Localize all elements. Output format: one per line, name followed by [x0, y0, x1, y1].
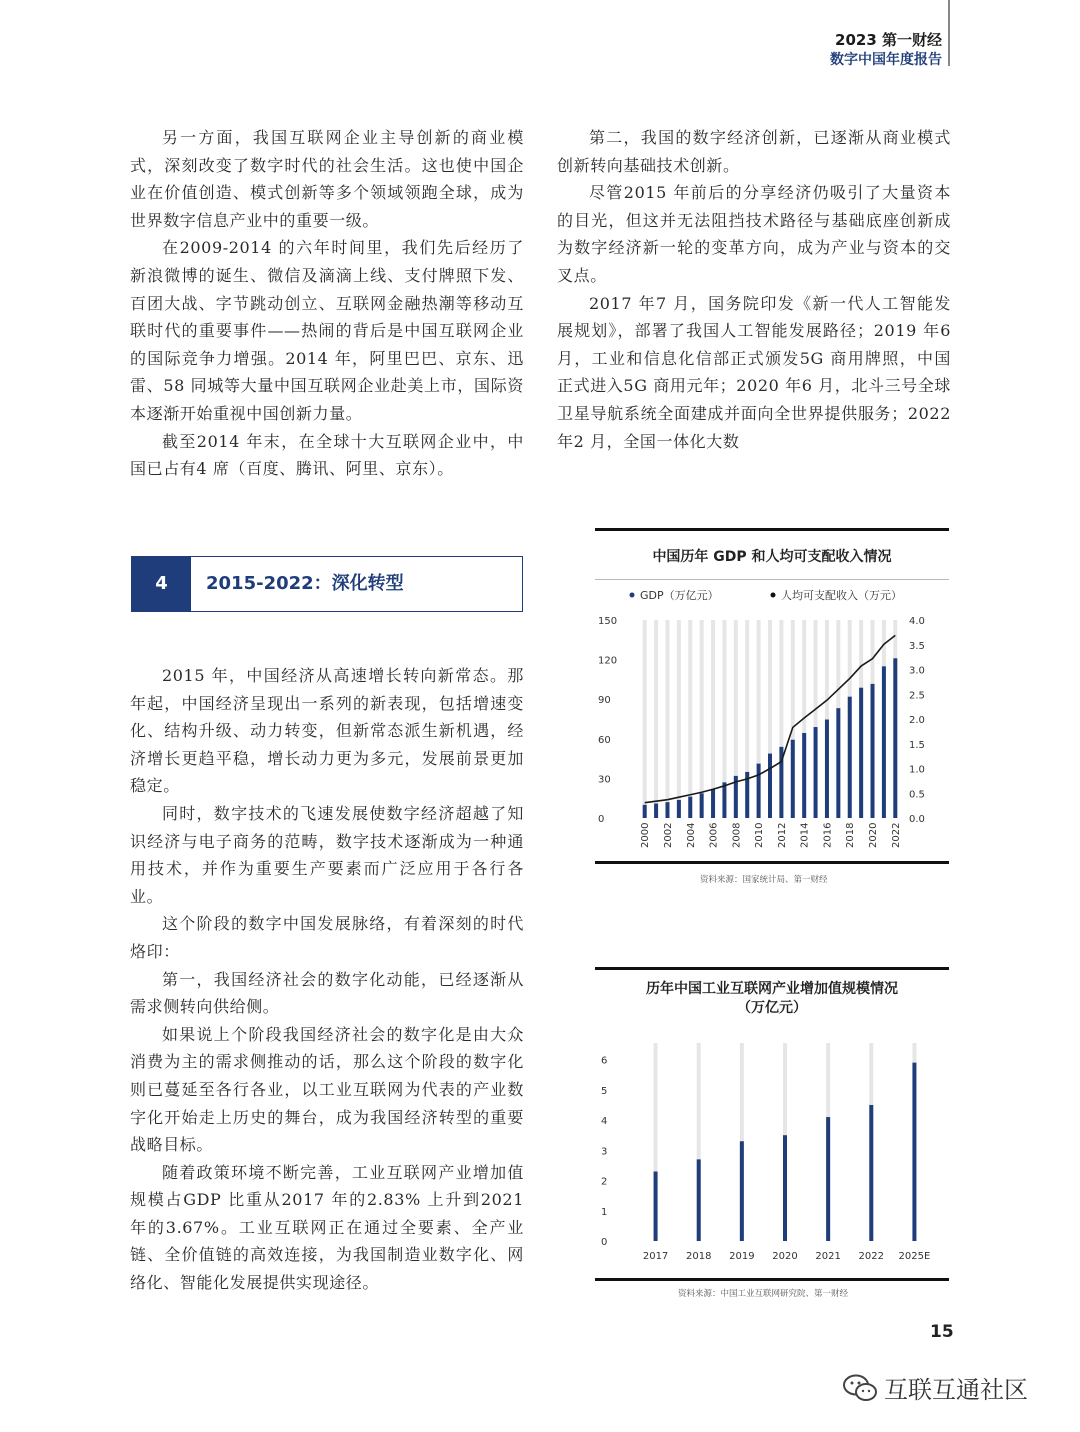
text-column-left-bottom	[130, 662, 524, 1297]
bar-background	[688, 620, 692, 818]
bar-background	[665, 620, 669, 818]
paragraph: 如果说上个阶段我国经济社会的数字化是由大众消费为主的需求侧推动的话，那么这个阶段的数字化则已蔓延至各行各业，以工业互联网为代表的产业数字化开始走上历史的舞台，成为我国经济转型的重要战略目标。	[130, 1024, 524, 1155]
y-tick-right: 4.0	[909, 616, 925, 627]
y-tick-right: 2.5	[909, 690, 925, 702]
gdp-bar	[677, 800, 681, 818]
gdp-income-chart-svg	[595, 528, 949, 864]
value-bar	[869, 1105, 873, 1241]
x-tick-label: 2010	[754, 822, 766, 848]
section-title: 2015-2022：深化转型	[206, 573, 404, 594]
value-bar	[654, 1171, 658, 1241]
chart-title: 中国历年 GDP 和人均可支配收入情况	[652, 549, 892, 565]
chart-title: 历年中国工业互联网产业增加值规模情况	[646, 981, 898, 997]
y-tick-right: 0.5	[909, 789, 925, 801]
paragraph: 2015 年，中国经济从高速增长转向新常态。那年起，中国经济呈现出一系列的新表现，包括增速变化、结构升级、动力转变，但新常态派生新机遇，经济增长更趋平稳，增长动力更为多元，发展前景更加稳定。	[130, 666, 524, 796]
value-bar	[697, 1159, 701, 1241]
y-tick-left: 30	[598, 774, 611, 786]
value-bar	[783, 1135, 787, 1241]
gdp-bar	[825, 720, 829, 818]
paragraph: 截至2014 年末，在全球十大互联网企业中，中国已占有4 席（百度、腾讯、阿里、京东）。	[130, 431, 524, 479]
gdp-bar	[859, 688, 863, 818]
paragraph: 另一方面，我国互联网企业主导创新的商业模式，深刻改变了数字时代的社会生活。这也使中国企业在价值创造、模式创新等多个领域领跑全球，成为世界数字信息产业中的重要一级。	[130, 128, 524, 230]
header-line2: 数字中国年度报告	[830, 52, 942, 68]
x-tick-label: 2018	[685, 1251, 712, 1262]
y-tick-left: 150	[598, 616, 618, 627]
watermark	[842, 1370, 1028, 1405]
header-divider	[948, 0, 950, 66]
gdp-bar	[871, 684, 875, 818]
legend-label-income: 人均可支配收入（万元）	[781, 589, 902, 602]
text-column-right-top	[557, 124, 951, 455]
header-line1: 2023 第一财经	[835, 31, 942, 49]
chart1-source: 资料来源：国家统计局、第一财经	[700, 875, 828, 885]
y-tick: 6	[601, 1055, 608, 1067]
industrial-internet-chart-svg	[595, 967, 949, 1281]
value-bar	[740, 1141, 744, 1241]
gdp-bar	[700, 793, 704, 818]
y-tick-left: 120	[598, 655, 618, 667]
x-tick-label: 2022	[858, 1251, 885, 1262]
paragraph: 第一，我国经济社会的数字化动能，已经逐渐从需求侧转向供给侧。	[130, 969, 524, 1017]
gdp-bar	[722, 782, 726, 818]
paragraph: 随着政策环境不断完善，工业互联网产业增加值规模占GDP 比重从2017 年的2.83% 上升到2021 年的3.67%。工业互联网正在通过全要素、全产业链、全价值链的高效连接，为我国制造业数字化、网络化、智能化发展提供实现途径。	[130, 1162, 524, 1293]
y-tick: 4	[601, 1116, 608, 1128]
x-tick-label: 2020	[868, 822, 880, 848]
x-tick-label: 2014	[799, 822, 811, 848]
x-tick-label: 2002	[662, 822, 674, 848]
x-tick-label: 2017	[642, 1251, 669, 1262]
watermark-text: 互联互通社区	[884, 1376, 1028, 1404]
y-tick-left: 0	[598, 814, 605, 825]
y-tick-left: 90	[598, 695, 611, 707]
chart-bottom-rule	[595, 861, 949, 864]
gdp-bar	[814, 727, 818, 818]
y-tick: 1	[601, 1206, 608, 1218]
y-tick: 0	[601, 1237, 608, 1248]
y-tick-right: 2.0	[909, 715, 925, 726]
x-tick-label: 2004	[685, 822, 697, 848]
bar-background	[654, 620, 658, 818]
x-tick-label: 2016	[822, 822, 834, 848]
y-tick-right: 3.5	[909, 640, 925, 652]
bar-background	[643, 620, 647, 818]
industrial-internet-chart	[595, 967, 949, 1285]
x-tick-label: 2000	[640, 822, 652, 848]
y-tick-right: 0.0	[909, 814, 925, 825]
gdp-bar	[654, 803, 658, 818]
legend-marker-income	[771, 593, 776, 598]
chart-top-rule	[595, 528, 949, 531]
gdp-bar	[791, 740, 795, 818]
y-tick-right: 1.5	[909, 739, 925, 751]
gdp-bar	[802, 733, 806, 818]
x-tick-label: 2012	[776, 822, 788, 848]
gdp-income-chart	[595, 528, 949, 868]
x-tick-label: 2008	[731, 822, 743, 848]
value-bar	[912, 1063, 916, 1241]
paragraph: 这个阶段的数字中国发展脉络，有着深刻的时代烙印：	[130, 914, 524, 961]
wechat-icon	[842, 1373, 878, 1403]
x-tick-label: 2018	[845, 822, 857, 848]
x-tick-label: 2006	[708, 822, 720, 848]
page-number: 15	[930, 1322, 954, 1342]
bar-background	[677, 620, 681, 818]
section-number: 4	[132, 557, 191, 611]
gdp-bar	[836, 708, 840, 818]
value-bar	[826, 1117, 830, 1241]
legend-marker-gdp	[630, 593, 635, 598]
y-tick-right: 1.0	[909, 764, 925, 776]
paragraph: 2017 年7 月，国务院印发《新一代人工智能发展规划》，部署了我国人工智能发展路径；2019 年6 月，工业和信息化信部正式颁发5G 商用牌照，中国正式进入5G 商用元年；2020 年6 月，北斗三号全球卫星导航系统全面建成并面向全世界提供服务；2022 年2 月，全国一体化大数	[557, 293, 951, 451]
gdp-bar	[848, 697, 852, 818]
x-tick-label: 2020	[772, 1251, 798, 1262]
report-header	[830, 30, 942, 70]
gdp-bar	[893, 658, 897, 818]
x-tick-label: 2025E	[898, 1251, 931, 1262]
gdp-bar	[768, 754, 772, 818]
legend-rule	[595, 579, 949, 580]
paragraph: 尽管2015 年前后的分享经济仍吸引了大量资本的目光，但这并无法阻挡技术路径与基础底座创新成为数字经济新一轮的变革方向，成为产业与资本的交叉点。	[557, 183, 951, 285]
y-tick-right: 3.0	[909, 665, 925, 677]
chart-bottom-rule	[595, 1278, 949, 1281]
chart-top-rule	[595, 967, 949, 970]
x-tick-label: 2022	[890, 822, 902, 848]
gdp-bar	[665, 802, 669, 818]
paragraph: 在2009-2014 的六年时间里，我们先后经历了新浪微博的诞生、微信及滴滴上线、支付牌照下发、百团大战、字节跳动创立、互联网金融热潮等移动互联时代的重要事件——热闹的背后是中国互联网企业的国际竞争力增强。2014 年，阿里巴巴、京东、迅雷、58 同城等大量中国互联网企业赴美上市，国际资本逐渐开始重视中国创新力量。	[130, 238, 524, 423]
chart2-source: 资料来源：中国工业互联网研究院、第一财经	[678, 1289, 849, 1299]
y-tick: 3	[601, 1146, 608, 1158]
gdp-bar	[688, 797, 692, 818]
section-header	[131, 556, 523, 612]
gdp-bar	[882, 666, 886, 818]
y-tick: 2	[601, 1176, 608, 1188]
paragraph: 第二，我国的数字经济创新，已逐渐从商业模式创新转向基础技术创新。	[557, 128, 951, 175]
gdp-bar	[757, 764, 761, 818]
legend-label-gdp: GDP（万亿元）	[640, 589, 719, 602]
y-tick: 5	[601, 1085, 608, 1097]
gdp-bar	[711, 789, 715, 818]
y-tick-left: 60	[598, 734, 611, 746]
text-column-left-top	[130, 124, 524, 483]
x-tick-label: 2021	[815, 1251, 841, 1262]
chart-subtitle: （万亿元）	[737, 1000, 807, 1016]
gdp-bar	[643, 805, 647, 818]
paragraph: 同时，数字技术的飞速发展使数字经济超越了知识经济与电子商务的范畴，数字技术逐渐成为一种通用技术，并作为重要生产要素而广泛应用于各行各业。	[130, 803, 524, 906]
x-tick-label: 2019	[729, 1251, 755, 1262]
bar-background	[700, 620, 704, 818]
